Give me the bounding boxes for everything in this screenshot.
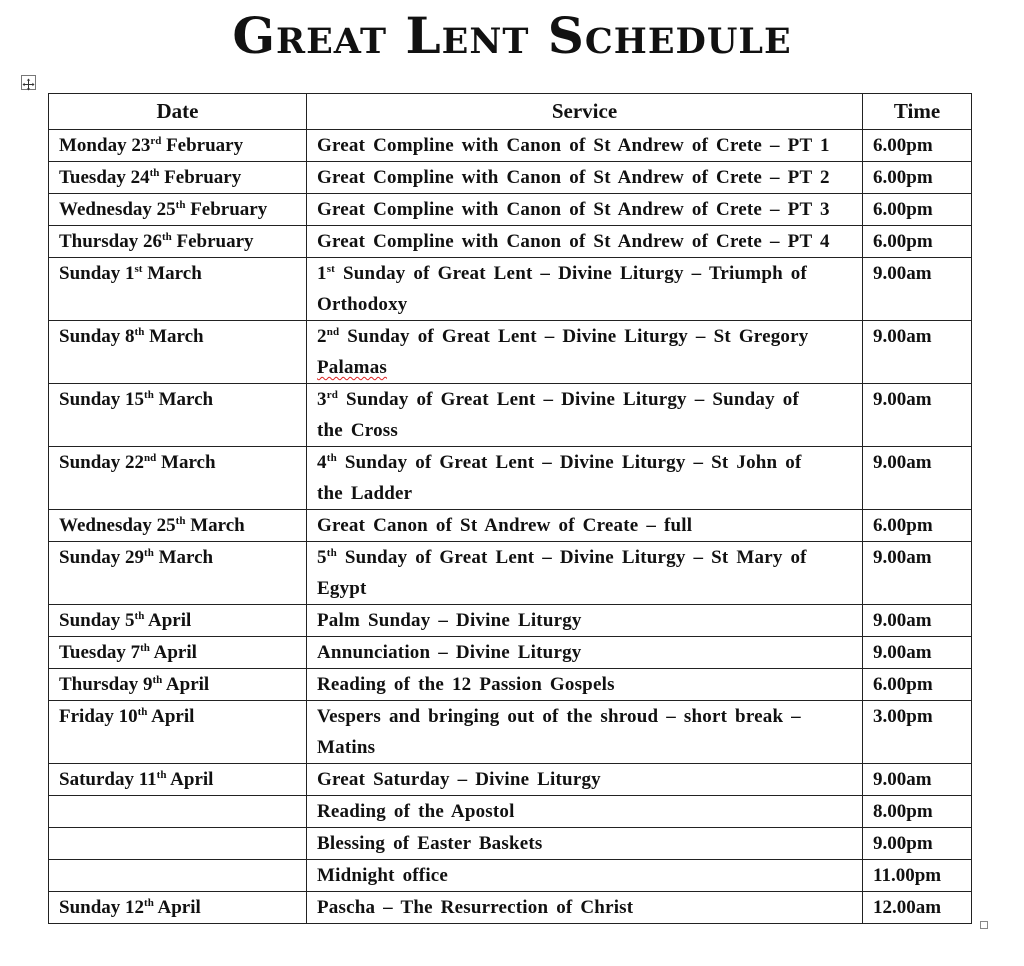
service-cell xyxy=(307,510,863,542)
service-ordinal: 2 xyxy=(317,326,327,347)
service-text: Annunciation – Divine Liturgy xyxy=(317,642,582,663)
service-cell xyxy=(307,828,863,860)
service-text: Sunday of Great Lent – Divine Liturgy – Triumph of xyxy=(335,263,808,284)
service-text-continued: Egypt xyxy=(317,578,367,599)
time-cell: 9.00am xyxy=(863,542,972,605)
date-text: Sunday 5 xyxy=(59,610,135,631)
service-text-continued: the Cross xyxy=(317,420,398,441)
time-cell: 3.00pm xyxy=(863,701,972,764)
date-cell xyxy=(49,764,307,796)
table-row xyxy=(49,226,972,258)
service-text-continued: Orthodoxy xyxy=(317,294,408,315)
service-ordinal: 3 xyxy=(317,389,327,410)
table-move-handle[interactable] xyxy=(21,75,36,90)
time-cell: 8.00pm xyxy=(863,796,972,828)
time-column-header: Time xyxy=(863,94,972,130)
service-text: Pascha – The Resurrection of Christ xyxy=(317,897,634,918)
table-row xyxy=(49,447,972,510)
time-cell: 6.00pm xyxy=(863,510,972,542)
service-cell xyxy=(307,162,863,194)
date-text: Thursday 9 xyxy=(59,674,153,695)
service-text: Great Compline with Canon of St Andrew of Crete – PT 2 xyxy=(317,167,830,188)
time-cell: 11.00pm xyxy=(863,860,972,892)
table-row xyxy=(49,860,972,892)
service-text: Great Compline with Canon of St Andrew of Crete – PT 3 xyxy=(317,199,830,220)
date-text: Thursday 26 xyxy=(59,231,162,252)
time-cell: 9.00am xyxy=(863,384,972,447)
service-ordinal-suffix: th xyxy=(326,547,337,559)
service-cell xyxy=(307,542,863,605)
date-ordinal-suffix: th xyxy=(137,706,148,718)
time-cell: 9.00am xyxy=(863,258,972,321)
date-ordinal-suffix: th xyxy=(134,610,145,622)
service-text: Midnight office xyxy=(317,865,449,886)
time-cell: 9.00am xyxy=(863,321,972,384)
date-cell xyxy=(49,796,307,828)
service-cell xyxy=(307,701,863,764)
date-month: March xyxy=(144,326,204,347)
date-ordinal-suffix: nd xyxy=(144,452,157,464)
service-ordinal: 4 xyxy=(317,452,327,473)
date-month: February xyxy=(159,167,242,188)
schedule-table xyxy=(48,93,972,924)
time-cell: 6.00pm xyxy=(863,226,972,258)
service-ordinal: 5 xyxy=(317,547,327,568)
date-ordinal-suffix: th xyxy=(144,547,154,559)
table-header-row xyxy=(49,94,972,130)
date-cell xyxy=(49,258,307,321)
service-cell xyxy=(307,796,863,828)
date-text: Tuesday 24 xyxy=(59,167,150,188)
time-cell: 9.00am xyxy=(863,764,972,796)
date-cell xyxy=(49,226,307,258)
service-text: Great Saturday – Divine Liturgy xyxy=(317,769,601,790)
time-cell: 6.00pm xyxy=(863,194,972,226)
service-ordinal-suffix: st xyxy=(326,263,336,275)
table-row xyxy=(49,637,972,669)
time-cell: 6.00pm xyxy=(863,130,972,162)
date-ordinal-suffix: th xyxy=(175,515,186,527)
date-month: March xyxy=(153,547,214,568)
service-text: Palm Sunday – Divine Liturgy xyxy=(317,610,582,631)
date-ordinal-suffix: st xyxy=(134,263,143,275)
time-cell: 9.00pm xyxy=(863,828,972,860)
service-cell xyxy=(307,130,863,162)
date-text: Friday 10 xyxy=(59,706,138,727)
date-text: Wednesday 25 xyxy=(59,199,176,220)
date-cell xyxy=(49,860,307,892)
date-month: March xyxy=(153,389,214,410)
service-text: Reading of the Apostol xyxy=(317,801,515,822)
table-row xyxy=(49,384,972,447)
date-month: February xyxy=(161,135,244,156)
date-text: Tuesday 7 xyxy=(59,642,141,663)
date-month: March xyxy=(156,452,216,473)
service-column-header: Service xyxy=(307,94,863,130)
time-cell: 9.00am xyxy=(863,447,972,510)
service-ordinal: 1 xyxy=(317,263,327,284)
date-text: Wednesday 25 xyxy=(59,515,176,536)
date-ordinal-suffix: th xyxy=(152,674,163,686)
service-text: Sunday of Great Lent – Divine Liturgy – St Gregory xyxy=(339,326,809,347)
service-cell xyxy=(307,194,863,226)
date-month: March xyxy=(142,263,202,284)
time-cell: 9.00am xyxy=(863,637,972,669)
date-cell xyxy=(49,828,307,860)
date-month: April xyxy=(147,706,195,727)
service-text: Great Compline with Canon of St Andrew of Crete – PT 4 xyxy=(317,231,830,252)
date-cell xyxy=(49,669,307,701)
table-resize-handle[interactable] xyxy=(980,921,988,929)
date-month: April xyxy=(166,769,214,790)
date-ordinal-suffix: th xyxy=(149,167,160,179)
date-month: April xyxy=(144,610,192,631)
date-column-header: Date xyxy=(49,94,307,130)
date-text: Sunday 15 xyxy=(59,389,145,410)
service-text-continued: Matins xyxy=(317,737,376,758)
table-row xyxy=(49,258,972,321)
table-row xyxy=(49,764,972,796)
date-cell xyxy=(49,384,307,447)
date-cell xyxy=(49,701,307,764)
time-cell: 6.00pm xyxy=(863,162,972,194)
service-text: Reading of the 12 Passion Gospels xyxy=(317,674,615,695)
table-row xyxy=(49,796,972,828)
date-cell xyxy=(49,892,307,924)
table-row xyxy=(49,669,972,701)
table-row xyxy=(49,892,972,924)
date-cell xyxy=(49,321,307,384)
date-ordinal-suffix: th xyxy=(156,769,167,781)
service-cell xyxy=(307,321,863,384)
time-cell: 6.00pm xyxy=(863,669,972,701)
service-cell xyxy=(307,860,863,892)
date-ordinal-suffix: th xyxy=(144,897,154,909)
service-ordinal-suffix: nd xyxy=(326,326,340,338)
table-row xyxy=(49,605,972,637)
table-row xyxy=(49,828,972,860)
date-cell xyxy=(49,637,307,669)
date-text: Sunday 1 xyxy=(59,263,135,284)
date-text: Sunday 29 xyxy=(59,547,145,568)
table-row xyxy=(49,194,972,226)
service-text: Sunday of Great Lent – Divine Liturgy – St John of xyxy=(336,452,802,473)
date-cell xyxy=(49,162,307,194)
table-row xyxy=(49,542,972,605)
service-cell xyxy=(307,605,863,637)
service-text-continued: the Ladder xyxy=(317,483,413,504)
service-text: Blessing of Easter Baskets xyxy=(317,833,543,854)
time-cell: 9.00am xyxy=(863,605,972,637)
date-text: Sunday 8 xyxy=(59,326,135,347)
date-month: March xyxy=(185,515,245,536)
date-cell xyxy=(49,605,307,637)
date-cell xyxy=(49,510,307,542)
service-cell xyxy=(307,764,863,796)
page-title: Great Lent Schedule xyxy=(232,6,792,65)
date-ordinal-suffix: th xyxy=(134,326,145,338)
service-cell xyxy=(307,447,863,510)
time-cell: 12.00am xyxy=(863,892,972,924)
date-ordinal-suffix: th xyxy=(161,231,172,243)
date-month: April xyxy=(153,897,201,918)
service-text: Vespers and bringing out of the shroud – short break – xyxy=(317,706,801,727)
date-month: April xyxy=(149,642,197,663)
date-month: February xyxy=(185,199,268,220)
date-ordinal-suffix: th xyxy=(144,389,154,401)
date-cell xyxy=(49,542,307,605)
service-text: Great Compline with Canon of St Andrew of Crete – PT 1 xyxy=(317,135,830,156)
service-text-continued: Palamas xyxy=(317,357,388,378)
date-ordinal-suffix: rd xyxy=(150,135,162,147)
date-text: Sunday 22 xyxy=(59,452,145,473)
date-text: Monday 23 xyxy=(59,135,151,156)
service-cell xyxy=(307,258,863,321)
service-text: Sunday of Great Lent – Divine Liturgy – St Mary of xyxy=(336,547,807,568)
date-month: February xyxy=(171,231,254,252)
service-text: Sunday of Great Lent – Divine Liturgy – Sunday of xyxy=(338,389,799,410)
date-month: April xyxy=(162,674,210,695)
date-ordinal-suffix: th xyxy=(140,642,150,654)
date-cell xyxy=(49,447,307,510)
service-cell xyxy=(307,637,863,669)
service-ordinal-suffix: rd xyxy=(326,389,339,401)
table-row xyxy=(49,321,972,384)
service-cell xyxy=(307,892,863,924)
service-cell xyxy=(307,384,863,447)
move-icon xyxy=(22,78,35,91)
date-text: Sunday 12 xyxy=(59,897,145,918)
service-cell xyxy=(307,669,863,701)
table-row xyxy=(49,701,972,764)
date-cell xyxy=(49,130,307,162)
service-cell xyxy=(307,226,863,258)
table-row xyxy=(49,162,972,194)
date-ordinal-suffix: th xyxy=(175,199,186,211)
table-row xyxy=(49,130,972,162)
service-text: Great Canon of St Andrew of Create – full xyxy=(317,515,693,536)
service-ordinal-suffix: th xyxy=(326,452,337,464)
date-text: Saturday 11 xyxy=(59,769,157,790)
date-cell xyxy=(49,194,307,226)
table-row xyxy=(49,510,972,542)
